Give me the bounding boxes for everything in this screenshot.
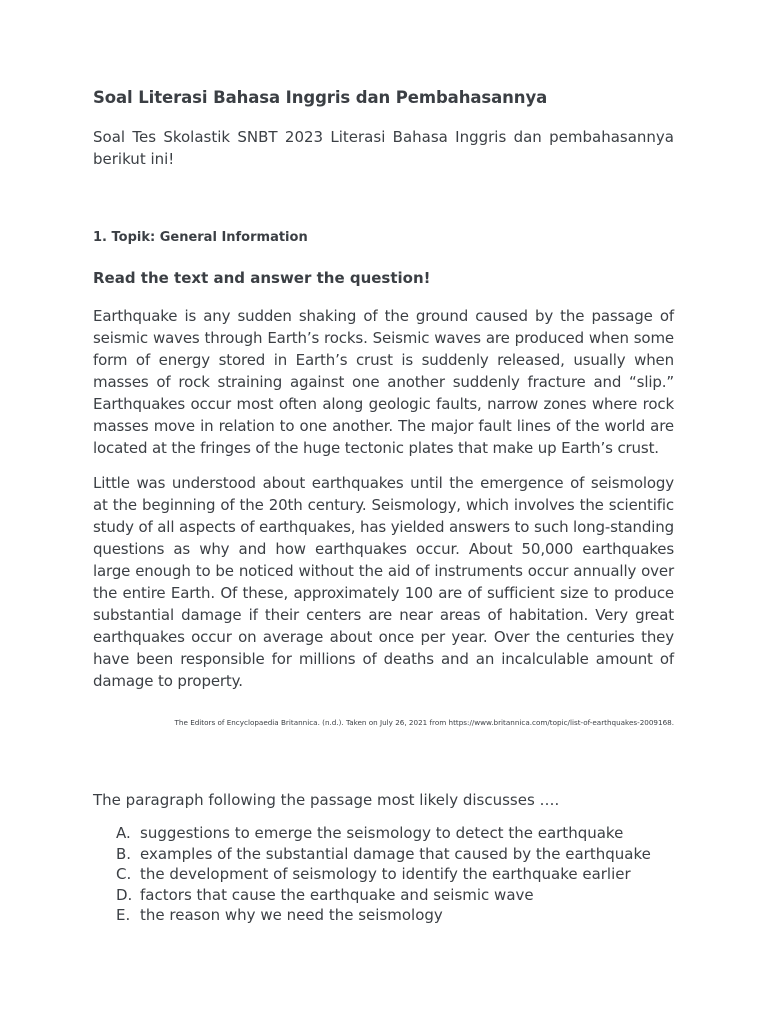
option-text: the reason why we need the seismology — [140, 906, 443, 924]
option-letter: D. — [116, 885, 133, 904]
option-text: factors that cause the earthquake and seismic wave — [140, 885, 534, 904]
option-c — [93, 864, 674, 885]
option-letter: C. — [116, 865, 132, 883]
option-d — [93, 885, 674, 906]
topic-heading: 1. Topik: General Information — [93, 230, 308, 245]
option-text: the development of seismology to identify the earthquake earlier — [140, 865, 631, 883]
passage-paragraph-2: Little was understood about earthquakes until the emergence of seismology at the beginning of the 20th century. Seismology, which involves the scientific study of all aspects of earthquakes, has yielded answers to such long-standing questions as why and how earthquakes occur. About 50,000 earthquakes large enough to be noticed without the aid of instruments occur annually over the entire Earth. Of these, approximately 100 are of sufficient size to produce substantial damage if their centers are near areas of habitation. Very great earthquakes occur on average about once per year. Over the centuries they have been responsible for millions of deaths and an incalculable amount of damage to property. — [93, 474, 674, 690]
intro-text: Soal Tes Skolastik SNBT 2023 Literasi Bahasa Inggris dan pembahasannya berikut ini! — [93, 128, 674, 168]
passage-paragraph-1: Earthquake is any sudden shaking of the ground caused by the passage of seismic waves through Earth’s rocks. Seismic waves are produced when some form of energy stored in Earth’s crust is suddenly released, usually when masses of rock straining against one another suddenly fracture and “slip.” Earthquakes occur most often along geologic faults, narrow zones where rock masses move in relation to one another. The major fault lines of the world are located at the fringes of the huge tectonic plates that make up Earth’s crust. — [93, 307, 674, 457]
question-text: The paragraph following the passage most likely discusses …. — [93, 791, 560, 809]
instruction-text: Read the text and answer the question! — [93, 269, 431, 287]
option-text: suggestions to emerge the seismology to detect the earthquake — [140, 824, 624, 842]
option-letter: E. — [116, 906, 131, 924]
document-title: Soal Literasi Bahasa Inggris dan Pembahasannya — [93, 88, 548, 107]
option-letter: A. — [116, 824, 131, 842]
option-text: examples of the substantial damage that caused by the earthquake — [140, 844, 651, 863]
option-a — [93, 823, 674, 844]
document-content — [93, 88, 674, 926]
citation: The Editors of Encyclopaedia Britannica. (n.d.). Taken on July 26, 2021 from https://www.britannica.com/topic/list-of-earthquakes-2009168. — [174, 718, 674, 727]
option-e — [93, 905, 674, 926]
answer-options — [93, 823, 674, 926]
option-letter: B. — [116, 844, 132, 863]
option-b — [93, 844, 674, 865]
